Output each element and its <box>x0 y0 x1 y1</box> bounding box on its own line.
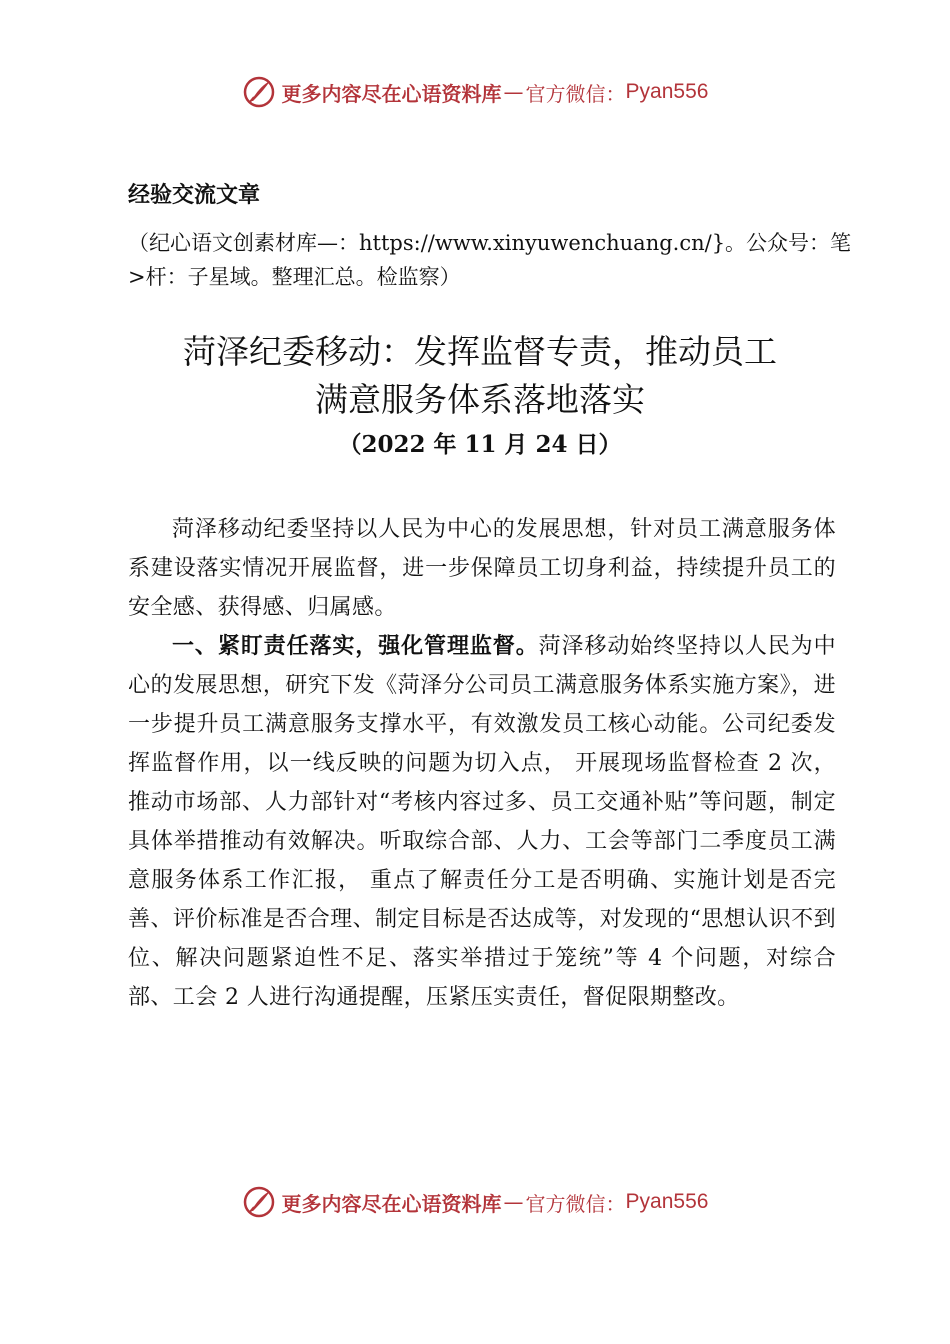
banner-separator: — <box>503 80 524 104</box>
section-1-text: 菏泽移动始终坚持以人民为中心的发展思想，研究下发《菏泽分公司员工满意服务体系实施方案》，进一步提升员工满意服务支撑水平，有效激发员工核心动能。公司纪委发挥监督作用，以一线反映的问题为切入点， 开展现场监督检查 2 次，推动市场部、人力部针对“考核内容过多、员工交通补贴”等问题，制定具体举措推动有效解决。听取综合部、人力、工会等部门二季度员工满意服务体系工作汇报， 重点了解责任分工是否明确、实施计划是否完善、评价标准是否合理、制定目标是否达成等，对发现的“思想认识不到位、解决问题紧迫性不足、落实举措过于笼统”等 4 个问题，对综合部、工会 2 人进行沟通提醒，压紧压实责任，督促限期整改。 <box>128 634 836 1010</box>
banner-separator: — <box>503 1190 524 1214</box>
banner-wechat-id: Pyan556 <box>625 80 709 103</box>
banner-wechat-label: 官方微信： <box>525 81 626 106</box>
section-1-heading: 一、紧盯责任落实，强化管理监督。 <box>172 634 539 659</box>
quill-logo-icon <box>242 1185 276 1219</box>
source-note: （纪心语文创素材库—：https://www.xinyuwenchuang.cn/}。公众号：笔>杆：子星域。整理汇总。检监察） <box>128 231 852 289</box>
quill-logo-icon <box>242 75 276 109</box>
page-title <box>100 328 860 424</box>
paragraph-intro: 菏泽移动纪委坚持以人民为中心的发展思想，针对员工满意服务体系建设落实情况开展监督，进一步保障员工切身利益，持续提升员工的安全感、获得感、归属感。 <box>128 517 836 620</box>
publish-date: （2022 年 11 月 24 日） <box>338 431 622 458</box>
doc-category-label: 经验交流文章 <box>128 183 261 208</box>
paragraph-section-1 <box>128 627 836 1017</box>
header-banner <box>0 72 950 112</box>
title-line-2: 满意服务体系落地落实 <box>315 380 645 419</box>
banner-text: 更多内容尽在心语资料库 <box>281 81 502 106</box>
banner-wechat-id: Pyan556 <box>625 1190 709 1213</box>
title-line-1: 菏泽纪委移动：发挥监督专责，推动员工 <box>183 332 777 371</box>
banner-wechat-label: 官方微信： <box>525 1191 626 1216</box>
banner-text: 更多内容尽在心语资料库 <box>281 1191 502 1216</box>
article-body <box>128 510 836 1017</box>
footer-banner <box>0 1182 950 1222</box>
